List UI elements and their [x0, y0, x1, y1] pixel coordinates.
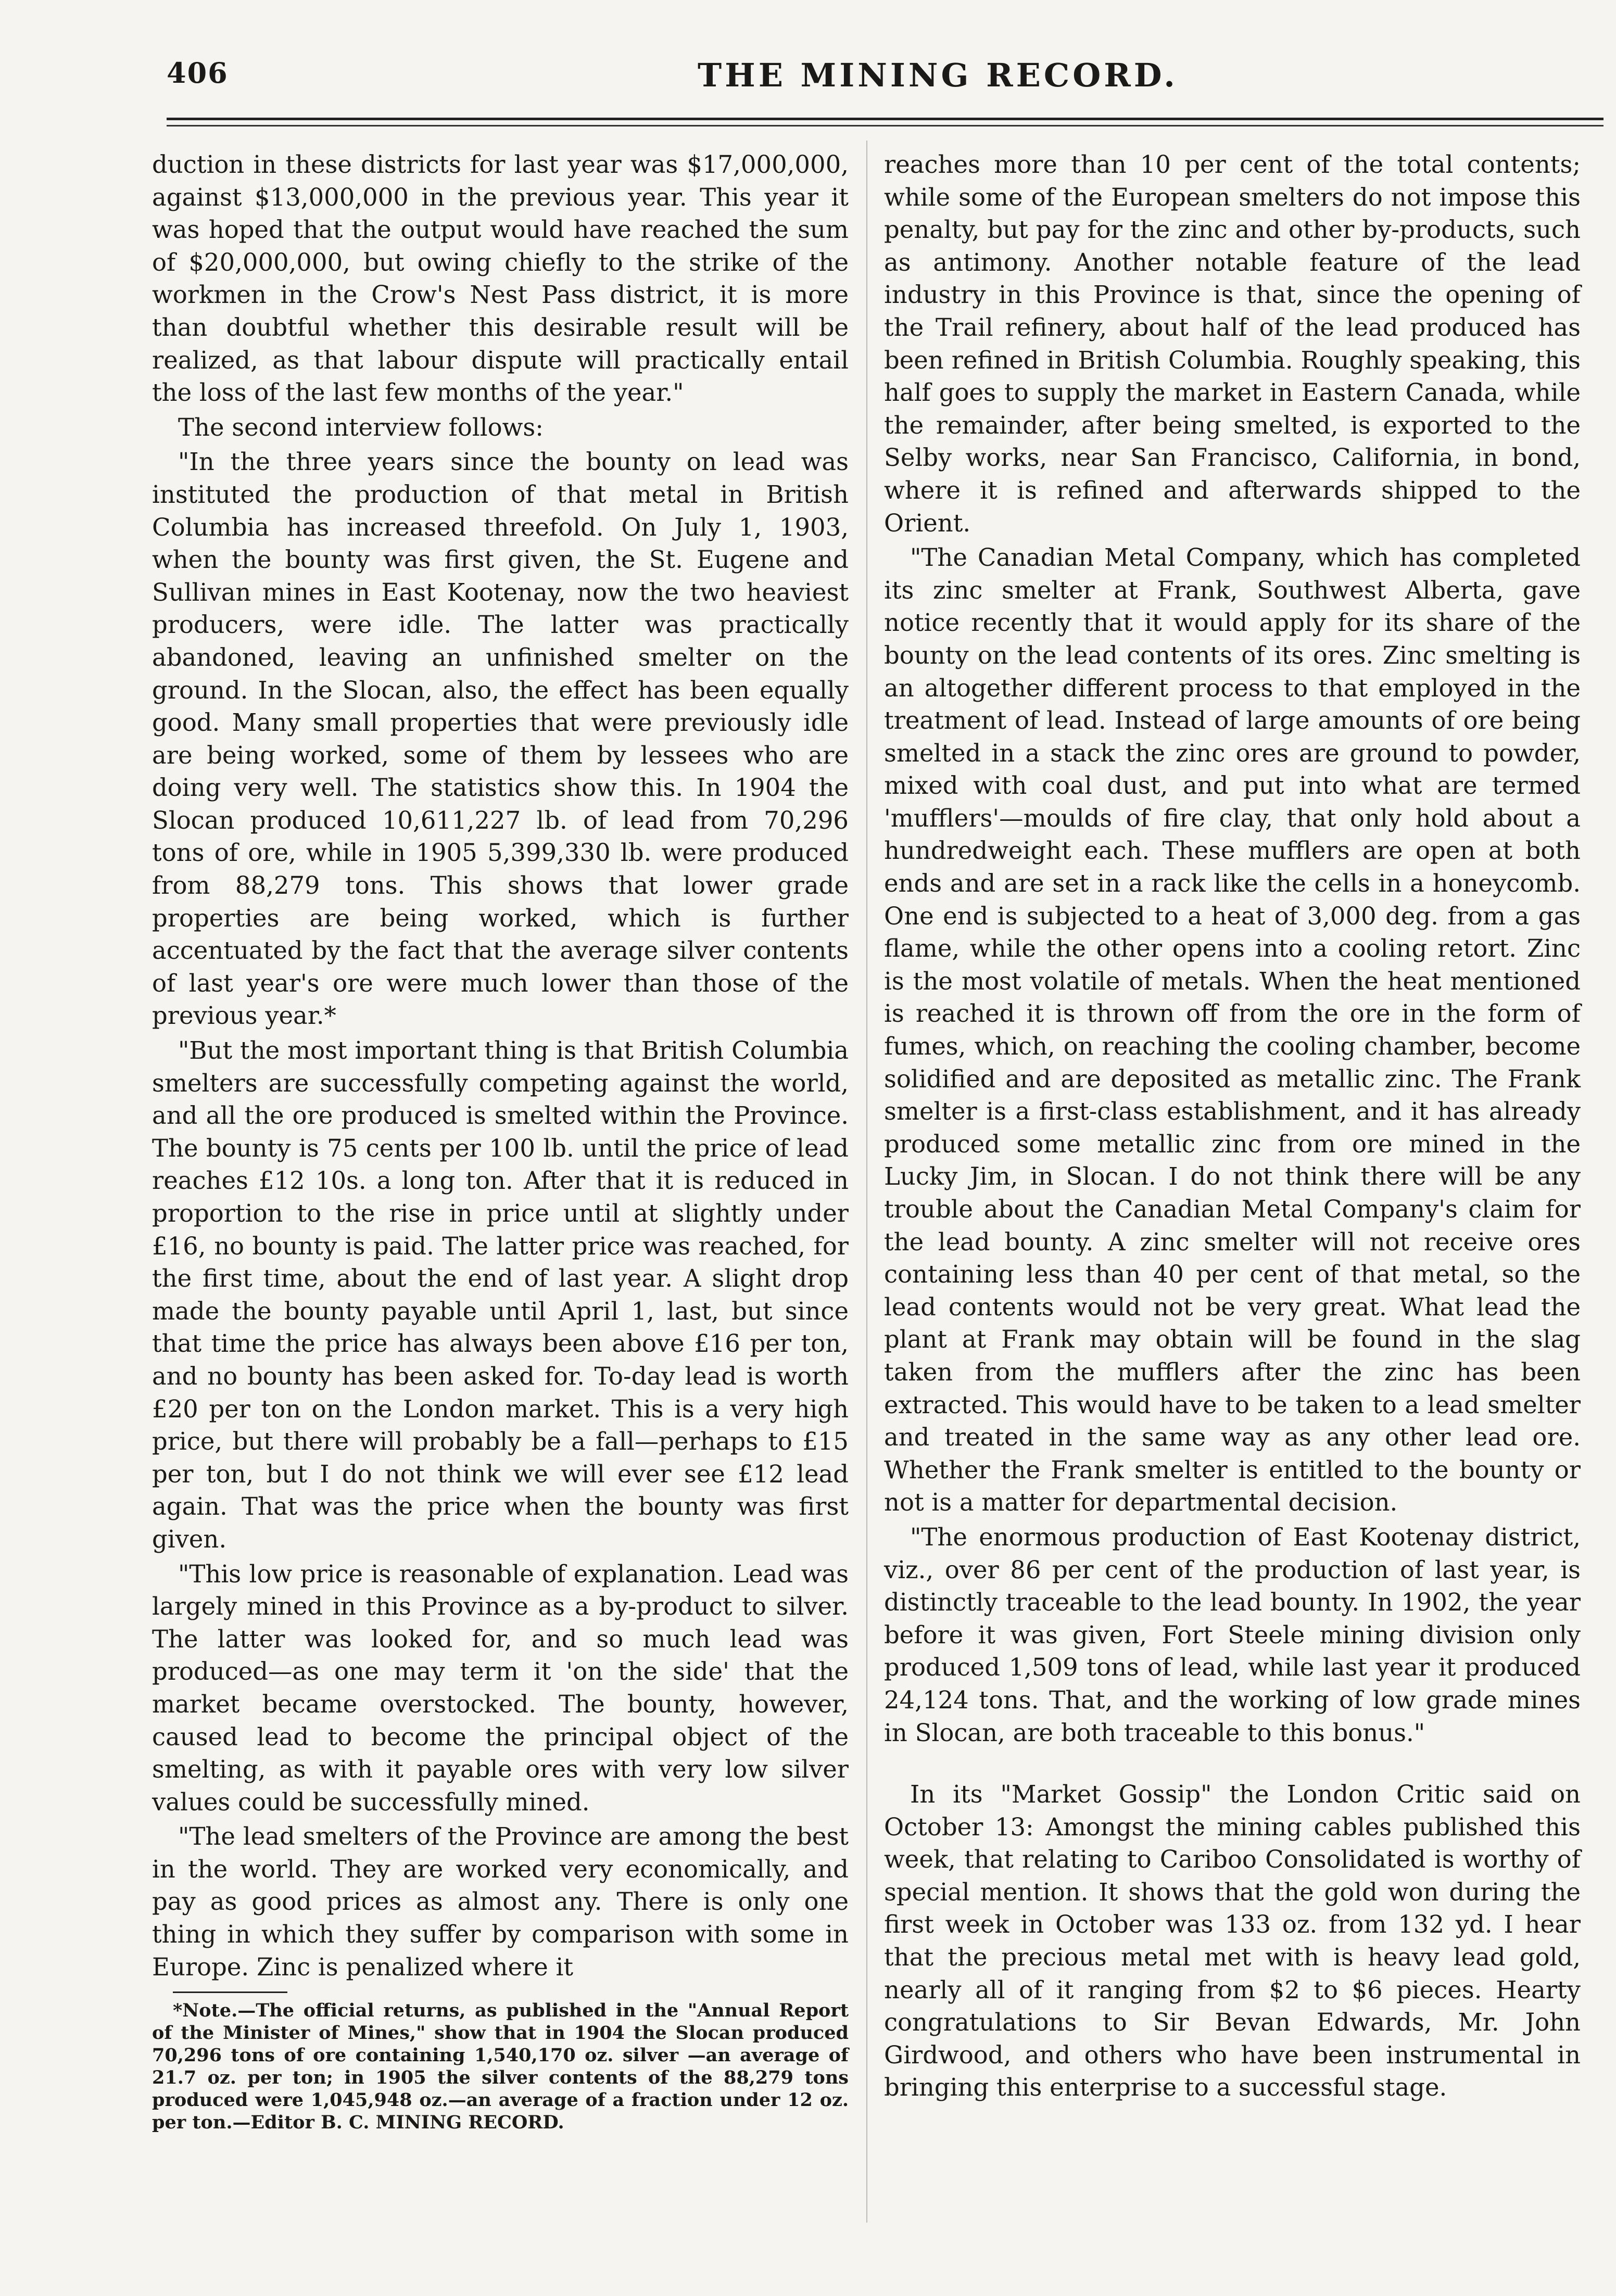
footnote-rule — [173, 1991, 287, 1993]
footnote: *Note.—The official returns, as published in the "Annual Report of the Minister of Mines," show that in 1904 the Slocan produced 70,296 tons of ore containing 1,540,170 oz. silver —an average of 21.7 oz. per ton; in 1905 the silver contents of the 88,279 tons produced were 1,045,948 oz.—an average of a fraction under 12 oz. per ton.—Editor B. C. MINING RECORD. — [152, 2000, 849, 2134]
page-header — [167, 56, 1604, 113]
right-paragraph-2: "The Canadian Metal Company, which has completed its zinc smelter at Frank, Southwest Alberta, gave notice recently that it would apply for its share of the bounty on the lead contents of its ores. Zinc smelting is an altogether different process to that employed in the treatment of lead. Instead of large amounts of ore being smelted in a stack the zinc ores are ground to powder, mixed with coal dust, and put into what are termed 'mufflers'—moulds of fire clay, that only hold about a hundredweight each. These mufflers are open at both ends and are set in a rack like the cells in a honeycomb. One end is subjected to a heat of 3,000 deg. from a gas flame, while the other opens into a cooling retort. Zinc is the most volatile of metals. When the heat mentioned is reached it is thrown off from the ore in the form of fumes, which, on reaching the cooling chamber, become solidified and are deposited as metallic zinc. The Frank smelter is a first-class establishment, and it has already produced some metallic zinc from ore mined in the Lucky Jim, in Slocan. I do not think there will be any trouble about the Canadian Metal Company's claim for the lead bounty. A zinc smelter will not receive ores containing less than 40 per cent of that metal, so the lead contents would not be very great. What lead the plant at Frank may obtain will be found in the slag taken from the mufflers after the zinc has been extracted. This would have to be taken to a lead smelter and treated in the same way as any other lead ore. Whether the Frank smelter is entitled to the bounty or not is a matter for departmental decision. — [884, 543, 1581, 1517]
left-paragraph-4: "But the most important thing is that British Columbia smelters are successfully competing against the world, and all the ore produced is smelted within the Province. The bounty is 75 cents per 100 lb. until the price of lead reaches £12 10s. a long ton. After that it is reduced in proportion to the rise in price until at slightly under £16, no bounty is paid. The latter price was reached, for the first time, about the end of last year. A slight drop made the bounty payable until April 1, last, but since that time the price has always been above £16 per ton, and no bounty has been asked for. To-day lead is worth £20 per ton on the London market. This is a very high price, but there will probably be a fall—perhaps to £15 per ton, but I do not think we will ever see £12 lead again. That was the price when the bounty was first given. — [152, 1036, 849, 1553]
left-paragraph-3: "In the three years since the bounty on lead was instituted the production of that metal in British Columbia has increased threefold. On July 1, 1903, when the bounty was first given, the St. Eugene and Sullivan mines in East Kootenay, now the two heaviest producers, were idle. The latter was practically abandoned, leaving an unfinished smelter on the ground. In the Slocan, also, the effect has been equally good. Many small properties that were previously idle are being worked, some of them by lessees who are doing very well. The statistics show this. In 1904 the Slocan produced 10,611,227 lb. of lead from 70,296 tons of ore, while in 1905 5,399,330 lb. were produced from 88,279 tons. This shows that lower grade properties are being worked, which is further accentuated by the fact that the average silver contents of last year's ore were much lower than those of the previous year.* — [152, 448, 849, 1030]
header-rule — [167, 118, 1604, 120]
left-paragraph-2: The second interview follows: — [178, 413, 544, 441]
page-number: 406 — [167, 56, 229, 90]
left-column — [152, 148, 849, 2134]
header-rule-secondary — [167, 125, 1604, 126]
journal-title: THE MINING RECORD. — [698, 56, 1178, 94]
column-divider — [866, 141, 867, 2223]
left-paragraph-1: duction in these districts for last year was $17,000,000, against $13,000,000 in the previous year. This year it was hoped that the output would have reached the sum of $20,000,000, but owing chiefly to the strike of the workmen in the Crow's Nest Pass district, it is more than doubtful whether this desirable result will be realized, as that labour dispute will practically entail the loss of the last few months of the year." — [152, 150, 849, 407]
left-paragraph-6: "The lead smelters of the Province are among the best in the world. They are worked very economically, and pay as good prices as almost any. There is only one thing in which they suffer by comparison with some in Europe. Zinc is penalized where it — [152, 1822, 849, 1981]
right-paragraph-1: reaches more than 10 per cent of the total contents; while some of the European smelters do not impose this penalty, but pay for the zinc and other by-products, such as antimony. Another notable feature of the lead industry in this Province is that, since the opening of the Trail refinery, about half of the lead produced has been refined in British Columbia. Roughly speaking, this half goes to supply the market in Eastern Canada, while the remainder, after being smelted, is exported to the Selby works, near San Francisco, California, in bond, where it is refined and afterwards shipped to the Orient. — [884, 150, 1581, 537]
right-column — [884, 148, 1581, 2104]
right-paragraph-3: "The enormous production of East Kootenay district, viz., over 86 per cent of the production of last year, is distinctly traceable to the lead bounty. In 1902, the year before it was given, Fort Steele mining division only produced 1,509 tons of lead, while last year it produced 24,124 tons. That, and the working of low grade mines in Slocan, are both traceable to this bonus." — [884, 1523, 1581, 1747]
left-paragraph-5: "This low price is reasonable of explanation. Lead was largely mined in this Province as a by-product to silver. The latter was looked for, and so much lead was produced—as one may term it 'on the side' that the market became overstocked. The bounty, however, caused lead to become the principal object of the smelting, as with it payable ores with very low silver values could be successfully mined. — [152, 1559, 849, 1816]
section-gap — [884, 1749, 1581, 1778]
right-paragraph-4: In its "Market Gossip" the London Critic said on October 13: Amongst the mining cables published this week, that relating to Cariboo Consolidated is worthy of special mention. It shows that the gold won during the first week in October was 133 oz. from 132 yd. I hear that the precious metal met with is heavy lead gold, nearly all of it ranging from $2 to $6 pieces. Hearty congratulations to Sir Bevan Edwards, Mr. John Girdwood, and others who have been instrumental in bringing this enterprise to a successful stage. — [884, 1780, 1581, 2102]
